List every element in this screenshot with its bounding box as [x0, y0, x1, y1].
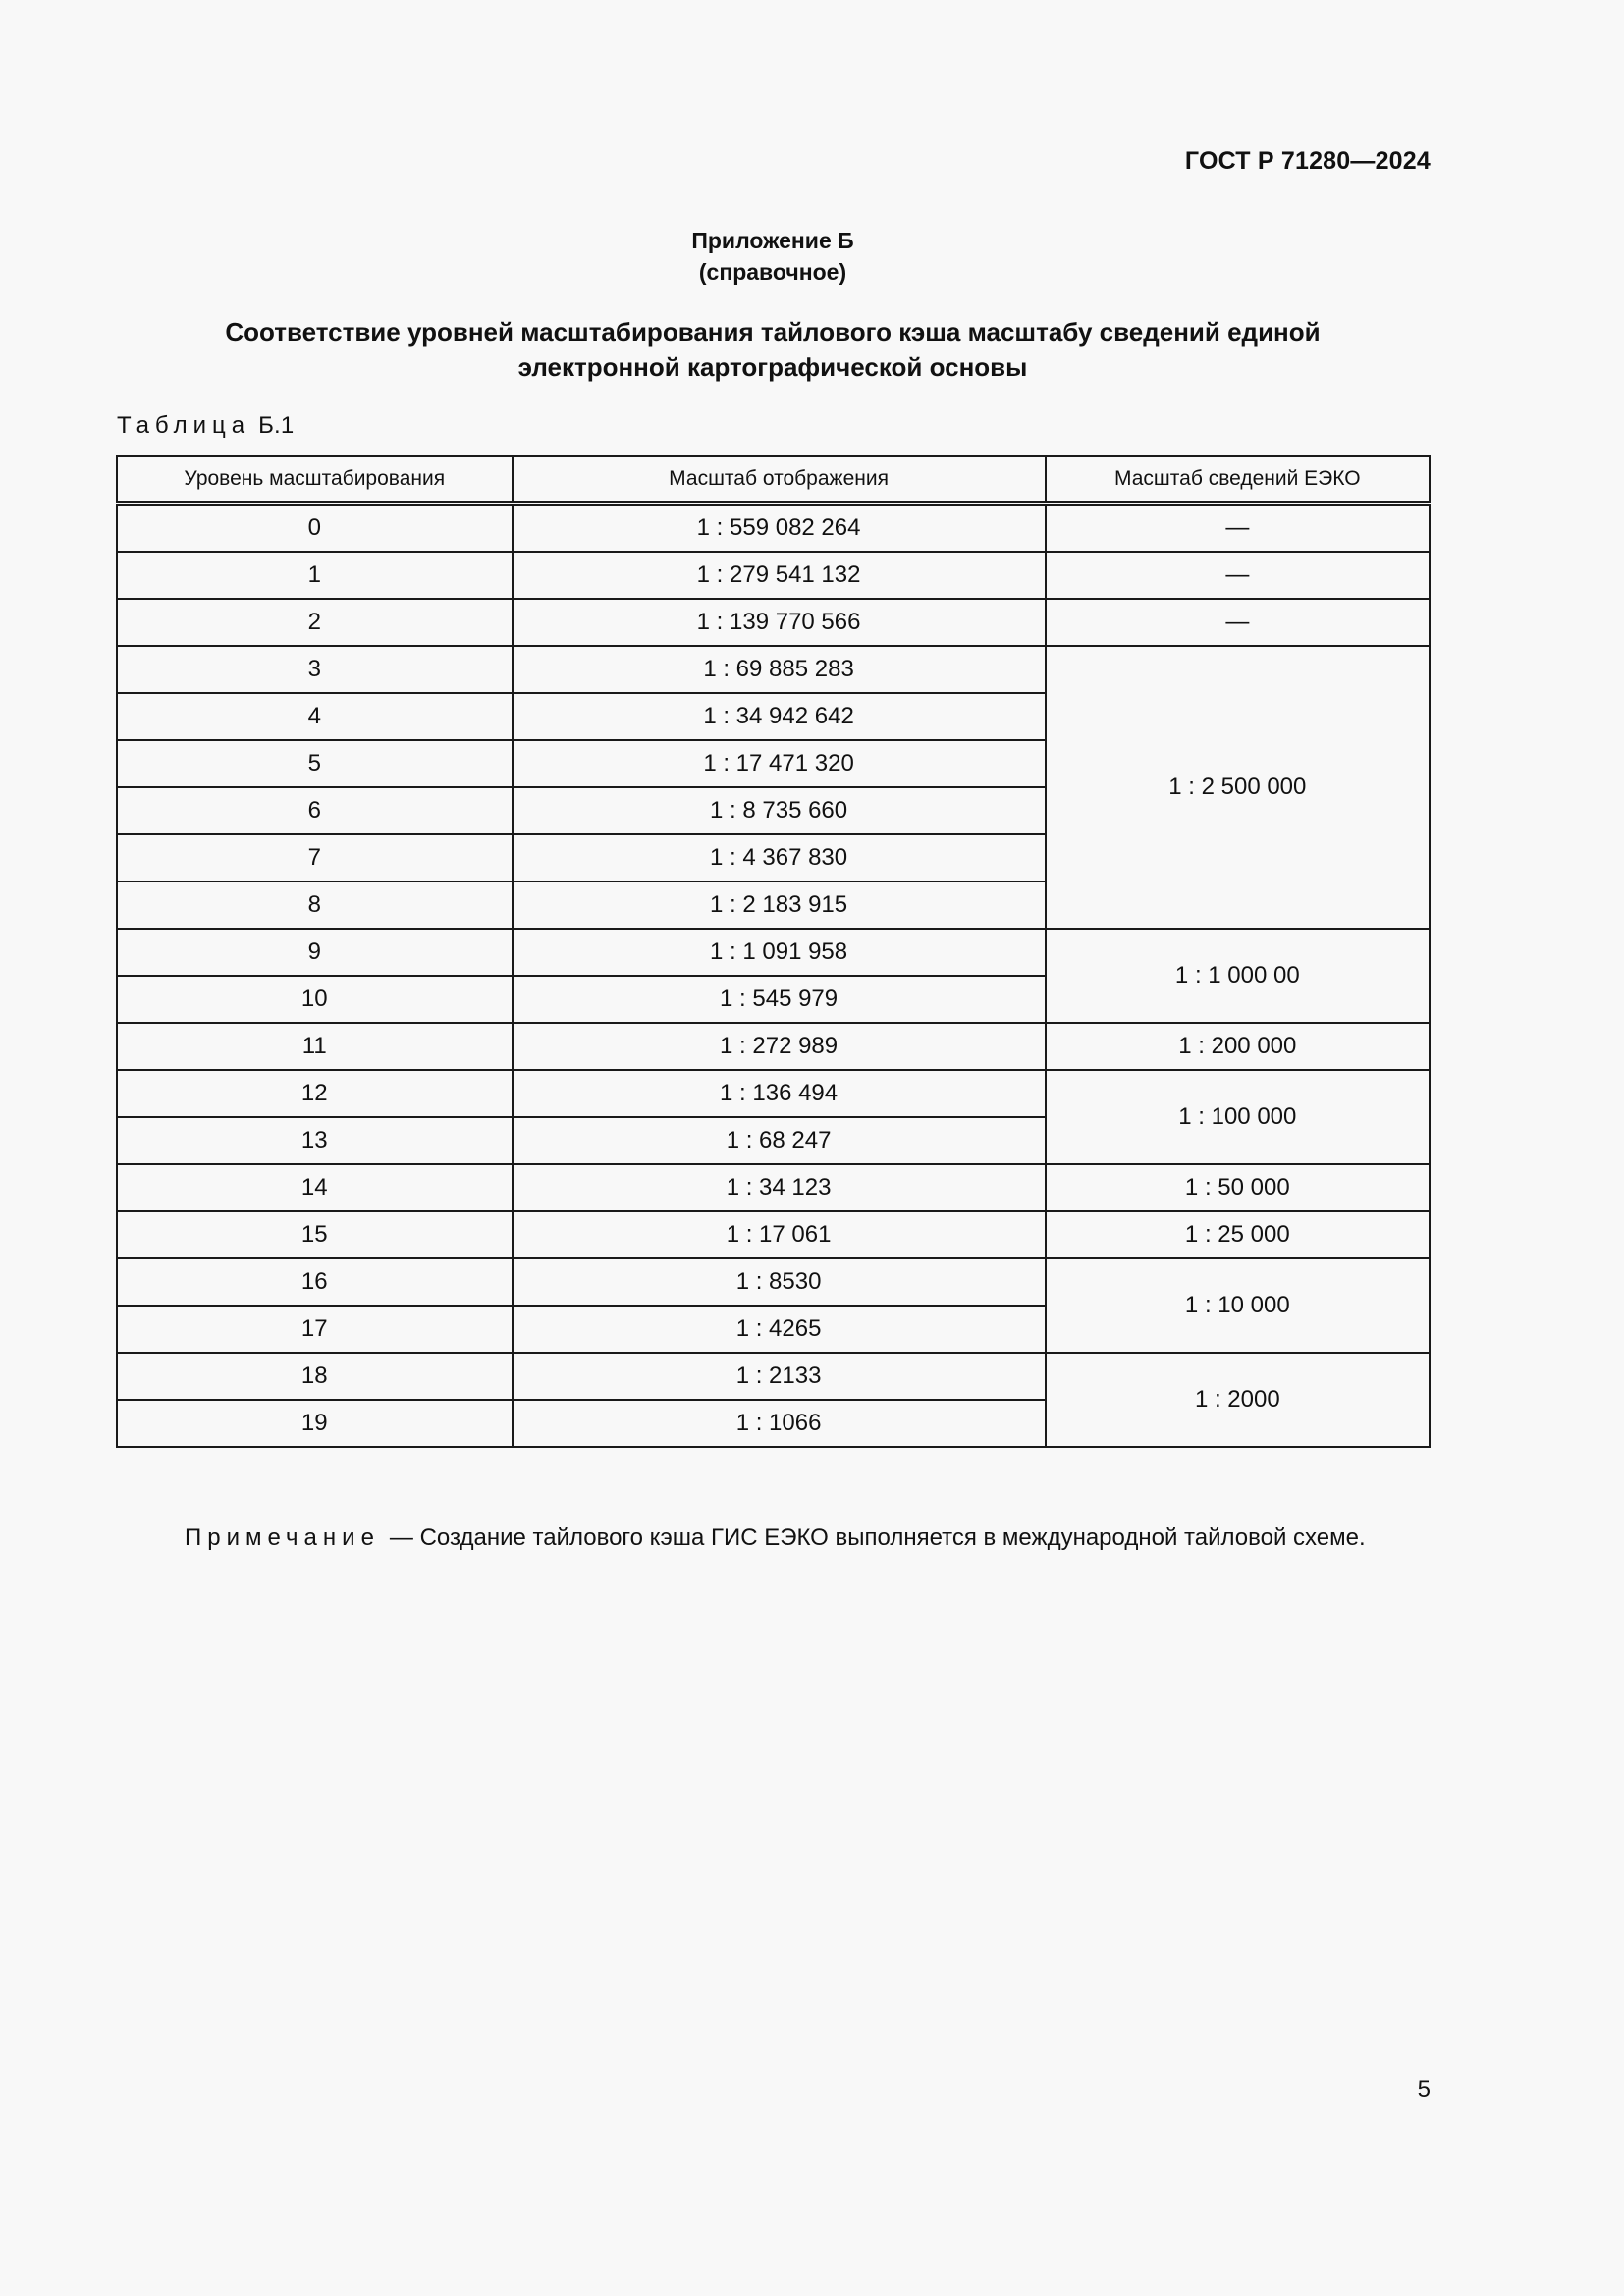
cell-level: 7 — [117, 834, 513, 881]
note-text: — Создание тайлового кэша ГИС ЕЭКО выполняется в международной тайловой схеме. — [389, 1524, 1366, 1551]
page-number: 5 — [1417, 2076, 1431, 2103]
cell-eeko-scale: 1 : 1 000 00 — [1046, 929, 1430, 1023]
cell-level: 2 — [117, 599, 513, 646]
table-row — [117, 1164, 1430, 1211]
table-header-row — [117, 456, 1430, 504]
cell-eeko-scale: 1 : 2000 — [1046, 1353, 1430, 1447]
cell-level: 0 — [117, 504, 513, 553]
table-row — [117, 1023, 1430, 1070]
cell-display-scale: 1 : 4265 — [513, 1306, 1046, 1353]
table-row — [117, 1353, 1430, 1400]
cell-eeko-scale: 1 : 25 000 — [1046, 1211, 1430, 1258]
page-title-line-2: электронной картографической основы — [517, 352, 1028, 382]
page-title-line-1: Соответствие уровней масштабирования тайлового кэша масштабу сведений единой — [225, 317, 1321, 347]
column-header-level: Уровень масштабирования — [117, 456, 513, 504]
table-note — [185, 1524, 1366, 1552]
table-caption-word: Таблица — [117, 412, 251, 439]
cell-display-scale: 1 : 17 061 — [513, 1211, 1046, 1258]
scale-table — [116, 455, 1431, 1448]
cell-display-scale: 1 : 8 735 660 — [513, 787, 1046, 834]
cell-eeko-scale: 1 : 10 000 — [1046, 1258, 1430, 1353]
cell-eeko-scale: — — [1046, 504, 1430, 553]
table-row — [117, 599, 1430, 646]
cell-eeko-scale: — — [1046, 599, 1430, 646]
table-row — [117, 504, 1430, 553]
note-label: Примечание — [185, 1524, 380, 1551]
cell-display-scale: 1 : 68 247 — [513, 1117, 1046, 1164]
table-row — [117, 1070, 1430, 1117]
cell-level: 18 — [117, 1353, 513, 1400]
cell-display-scale: 1 : 1066 — [513, 1400, 1046, 1447]
cell-level: 1 — [117, 552, 513, 599]
cell-level: 5 — [117, 740, 513, 787]
cell-level: 12 — [117, 1070, 513, 1117]
cell-display-scale: 1 : 2133 — [513, 1353, 1046, 1400]
cell-level: 6 — [117, 787, 513, 834]
cell-eeko-scale: 1 : 2 500 000 — [1046, 646, 1430, 929]
cell-level: 15 — [117, 1211, 513, 1258]
cell-display-scale: 1 : 34 942 642 — [513, 693, 1046, 740]
cell-level: 10 — [117, 976, 513, 1023]
cell-level: 11 — [117, 1023, 513, 1070]
cell-display-scale: 1 : 8530 — [513, 1258, 1046, 1306]
cell-level: 9 — [117, 929, 513, 976]
cell-display-scale: 1 : 1 091 958 — [513, 929, 1046, 976]
table-caption-number: Б.1 — [258, 412, 295, 439]
cell-display-scale: 1 : 272 989 — [513, 1023, 1046, 1070]
page-title — [117, 314, 1429, 385]
cell-eeko-scale: — — [1046, 552, 1430, 599]
cell-level: 19 — [117, 1400, 513, 1447]
cell-eeko-scale: 1 : 50 000 — [1046, 1164, 1430, 1211]
cell-level: 3 — [117, 646, 513, 693]
cell-display-scale: 1 : 136 494 — [513, 1070, 1046, 1117]
cell-display-scale: 1 : 279 541 132 — [513, 552, 1046, 599]
table-row — [117, 552, 1430, 599]
table-row — [117, 1211, 1430, 1258]
cell-display-scale: 1 : 2 183 915 — [513, 881, 1046, 929]
document-code: ГОСТ Р 71280—2024 — [1184, 147, 1431, 175]
column-header-display-scale: Масштаб отображения — [513, 456, 1046, 504]
appendix-heading — [0, 225, 1545, 288]
table-row — [117, 929, 1430, 976]
cell-display-scale: 1 : 559 082 264 — [513, 504, 1046, 553]
cell-display-scale: 1 : 4 367 830 — [513, 834, 1046, 881]
cell-level: 16 — [117, 1258, 513, 1306]
cell-level: 17 — [117, 1306, 513, 1353]
cell-eeko-scale: 1 : 200 000 — [1046, 1023, 1430, 1070]
cell-level: 14 — [117, 1164, 513, 1211]
cell-eeko-scale: 1 : 100 000 — [1046, 1070, 1430, 1164]
cell-level: 8 — [117, 881, 513, 929]
cell-display-scale: 1 : 17 471 320 — [513, 740, 1046, 787]
cell-level: 4 — [117, 693, 513, 740]
cell-display-scale: 1 : 34 123 — [513, 1164, 1046, 1211]
cell-display-scale: 1 : 69 885 283 — [513, 646, 1046, 693]
cell-level: 13 — [117, 1117, 513, 1164]
table-caption — [117, 412, 294, 440]
appendix-subtitle: (справочное) — [698, 259, 847, 285]
table-row — [117, 1258, 1430, 1306]
column-header-eeko-scale: Масштаб сведений ЕЭКО — [1046, 456, 1430, 504]
cell-display-scale: 1 : 545 979 — [513, 976, 1046, 1023]
appendix-title: Приложение Б — [691, 228, 854, 253]
table-row — [117, 646, 1430, 693]
cell-display-scale: 1 : 139 770 566 — [513, 599, 1046, 646]
